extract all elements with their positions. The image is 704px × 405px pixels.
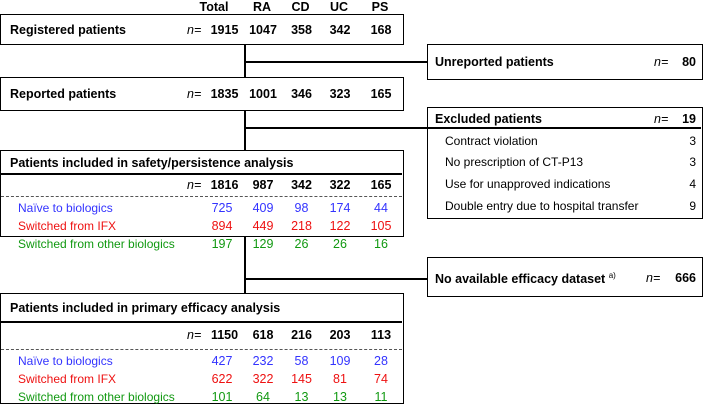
registered-uc: 342 [329,23,351,37]
subgroup-value: 16 [374,237,388,251]
subgroup-value: 13 [333,390,347,404]
efficacy-divider [1,321,402,323]
no-efficacy-value: 666 [675,271,696,285]
subgroup-value: 218 [291,219,312,233]
no-efficacy-title-text: No available efficacy dataset [435,272,606,287]
unreported-patients-box [427,44,703,80]
excluded-row-value: 4 [689,177,696,191]
excluded-row-value: 3 [689,134,696,148]
safety-analysis-box [0,150,404,251]
subgroup-value: 13 [294,390,309,404]
subgroup-label: Switched from other biologics [18,237,175,251]
subgroup-value: 174 [329,201,351,215]
excluded-row-label: Contract violation [445,134,538,148]
header-total: Total [199,0,229,14]
subgroup-value: 129 [252,237,274,251]
no-efficacy-footnote: a) [608,271,616,280]
safety-n-label: n= [187,178,202,192]
safety-total: 1816 [210,178,239,192]
safety-cd: 342 [291,178,312,192]
efficacy-ra: 618 [252,328,274,342]
efficacy-ps: 113 [370,328,392,342]
excluded-patients-box [427,107,703,219]
excluded-n-label: n= [654,112,669,126]
efficacy-total: 1150 [210,328,239,342]
reported-uc: 323 [329,87,351,101]
excluded-row-label: Use for unapproved indications [445,177,611,191]
connector-main-2 [244,110,246,150]
subgroup-value: 145 [291,372,312,386]
registered-ra: 1047 [249,23,277,37]
subgroup-value: 409 [252,201,274,215]
subgroup-value: 105 [370,219,392,233]
no-efficacy-n-label: n= [646,271,661,285]
subgroup-value: 64 [256,390,270,404]
registered-total: 1915 [210,23,239,37]
no-efficacy-box [427,257,703,297]
connector-branch-excluded [244,127,428,129]
subgroup-label: Switched from IFX [18,372,117,386]
excluded-title: Excluded patients [435,112,542,126]
reported-patients-box [0,77,404,111]
efficacy-uc: 203 [329,328,351,342]
subgroup-value: 427 [211,354,233,368]
subgroup-value: 894 [211,219,233,233]
header-ra: RA [252,0,272,14]
excluded-divider [428,127,701,129]
excluded-row-label: No prescription of CT-P13 [445,155,584,169]
safety-ps: 165 [370,178,392,192]
subgroup-value: 11 [374,390,388,404]
reported-ps: 165 [370,87,392,101]
excluded-row-value: 9 [689,199,696,213]
subgroup-label: Naïve to biologics [18,354,113,368]
safety-dashed-divider [1,196,402,197]
safety-divider [1,173,402,175]
subgroup-value: 98 [294,201,309,215]
unreported-n-label: n= [654,55,669,69]
subgroup-label: Switched from other biologics [18,390,175,404]
excluded-row-label: Double entry due to hospital transfer [445,199,639,213]
subgroup-label: Naïve to biologics [18,201,113,215]
subgroup-value: 197 [211,237,233,251]
efficacy-title: Patients included in primary efficacy analysis [10,301,281,315]
subgroup-value: 26 [333,237,347,251]
subgroup-value: 26 [294,237,309,251]
reported-cd: 346 [291,87,312,101]
registered-title: Registered patients [10,23,127,37]
subgroup-value: 28 [374,354,388,368]
safety-ra: 987 [252,178,274,192]
connector-branch-unreported [244,61,428,63]
reported-n-label: n= [187,87,202,101]
header-ps: PS [371,0,389,14]
registered-patients-box [0,14,404,45]
registered-ps: 168 [370,23,392,37]
efficacy-analysis-box [0,293,404,404]
subgroup-value: 622 [211,372,233,386]
subgroup-value: 725 [211,201,233,215]
subgroup-value: 74 [374,372,388,386]
unreported-title: Unreported patients [435,55,554,69]
connector-branch-no-efficacy [244,278,428,280]
subgroup-value: 449 [252,219,274,233]
excluded-row-value: 3 [689,155,696,169]
subgroup-label: Switched from IFX [18,219,117,233]
safety-title: Patients included in safety/persistence analysis [10,156,294,170]
subgroup-value: 101 [211,390,233,404]
efficacy-dashed-divider [1,349,402,350]
header-cd: CD [291,0,310,14]
no-efficacy-title [435,271,616,286]
reported-ra: 1001 [249,87,277,101]
reported-title: Reported patients [10,87,117,101]
registered-n-label: n= [187,23,202,37]
subgroup-value: 109 [329,354,351,368]
excluded-value: 19 [682,112,696,126]
header-uc: UC [329,0,349,14]
reported-total: 1835 [210,87,239,101]
subgroup-value: 322 [252,372,274,386]
subgroup-value: 81 [333,372,347,386]
subgroup-value: 122 [329,219,351,233]
efficacy-cd: 216 [291,328,312,342]
subgroup-value: 232 [252,354,274,368]
registered-cd: 358 [291,23,312,37]
efficacy-n-label: n= [187,328,202,342]
safety-uc: 322 [329,178,351,192]
unreported-value: 80 [682,55,696,69]
subgroup-value: 44 [374,201,388,215]
subgroup-value: 58 [294,354,309,368]
